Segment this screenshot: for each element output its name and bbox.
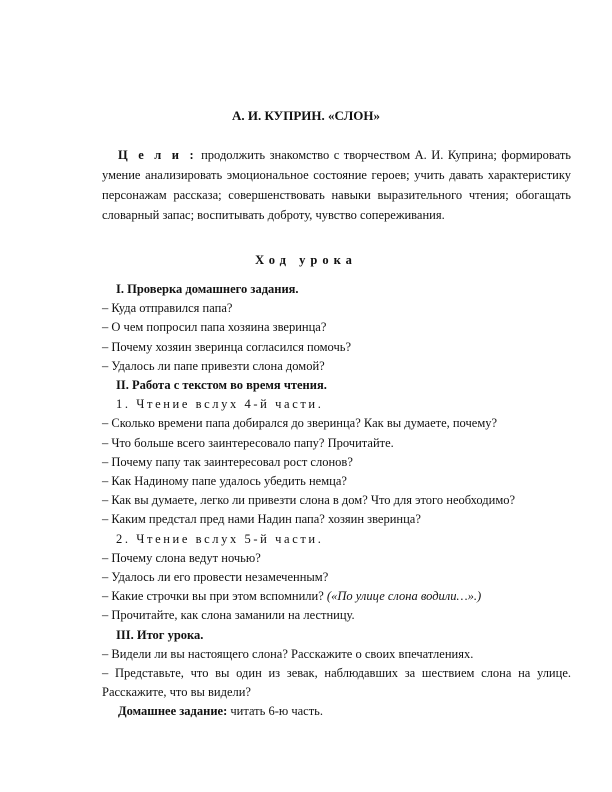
question-line: – Как вы думаете, легко ли привезти слона в дом? Что для этого необходимо? — [102, 493, 516, 508]
lesson-goals — [102, 145, 571, 225]
question-line: – Удалось ли папе привезти слона домой? — [102, 358, 325, 373]
homework-line — [102, 702, 571, 721]
question-line: – Куда отправился папа? — [102, 301, 233, 316]
question-line: – Как Надиному папе удалось убедить немца? — [102, 474, 347, 489]
question-line: – Видели ли вы настоящего слона? Расскажите о своих впечатлениях. — [102, 646, 474, 661]
question-line: – Что больше всего заинтересовало папу? Прочитайте. — [102, 435, 394, 450]
question-line: – Почему хозяин зверинца согласился помочь? — [102, 339, 352, 354]
question-line: – Удалось ли его провести незамеченным? — [102, 570, 329, 585]
goals-label: Ц е л и : — [118, 148, 197, 162]
document-title: А. И. КУПРИН. «СЛОН» — [232, 108, 380, 123]
section-heading-summary: III. Итог урока. — [116, 627, 204, 642]
lesson-progress-heading: Ход урока — [255, 253, 357, 267]
section-heading-text-work: II. Работа с текстом во время чтения. — [116, 378, 327, 393]
question-line: – О чем попросил папа хозяина зверинца? — [102, 320, 327, 335]
question-text: – Какие строчки вы при этом вспомнили? — [102, 589, 327, 604]
subsection-reading-part-5: 2. Чтение вслух 5-й части. — [116, 531, 324, 546]
question-line: – Каким предстал пред нами Надин папа? хозяин зверинца? — [102, 512, 421, 527]
homework-label: Домашнее задание: — [118, 704, 228, 719]
question-line: – Прочитайте, как слона заманили на лестницу. — [102, 608, 355, 623]
question-line: – Сколько времени папа добирался до зверинца? Как вы думаете, почему? — [102, 416, 498, 431]
poem-quote: («По улице слона водили…».) — [326, 589, 482, 604]
goals-text: продолжить знакомство с творчеством А. И. Куприна; формировать умение анализировать эмоциональное состояние героев; учить давать характеристику персонажам рассказа; совершенствовать навыки выразительного чтения; обогащать словарный запас; воспитывать доброту, чувство сопереживания. — [102, 148, 572, 222]
question-line-with-quote — [102, 587, 571, 606]
question-line: – Почему слона ведут ночью? — [102, 550, 261, 565]
lesson-content — [102, 280, 571, 722]
question-line: – Представьте, что вы один из зевак, наблюдавших за шествием слона на улице. Расскажите, что вы видели? — [102, 666, 571, 700]
section-heading-homework-check: I. Проверка домашнего задания. — [116, 282, 299, 296]
homework-text: читать 6-ю часть. — [227, 704, 324, 719]
question-line: – Почему папу так заинтересовал рост слонов? — [102, 454, 353, 469]
subsection-reading-part-4: 1. Чтение вслух 4-й части. — [116, 397, 324, 412]
